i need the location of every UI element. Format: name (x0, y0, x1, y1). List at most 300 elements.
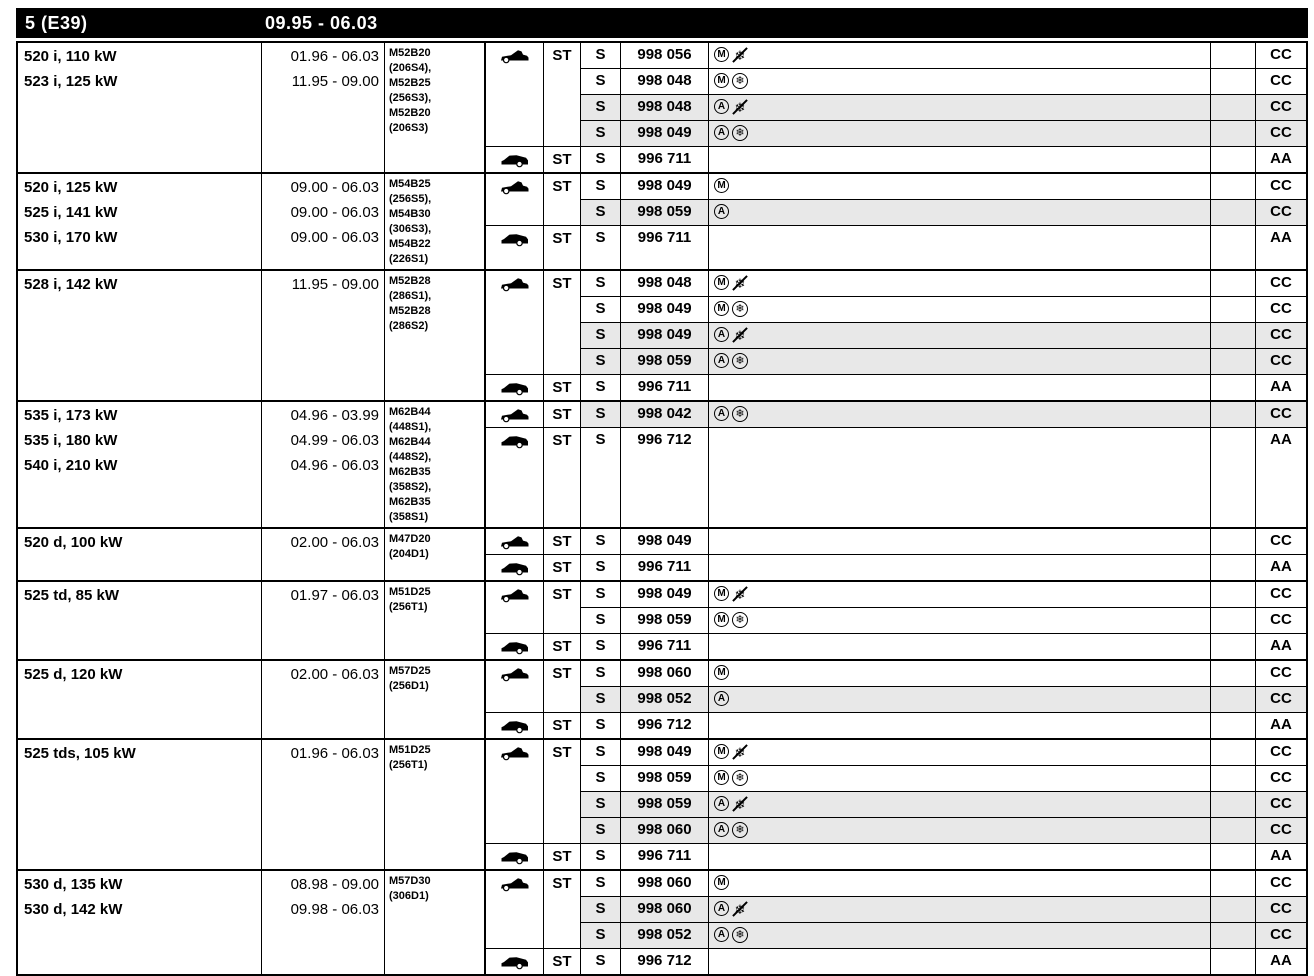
part-row (581, 322, 1306, 348)
s-cell: S (581, 428, 621, 527)
part-rows (581, 271, 1306, 374)
car-front-icon (500, 49, 530, 64)
grade-cell: AA (1270, 952, 1292, 969)
spacer-cell (1211, 349, 1256, 374)
symbols-cell (709, 200, 1211, 225)
part-number: 996 711 (621, 634, 709, 659)
engine-code: (256S3), (389, 92, 432, 104)
automatic-transmission-icon: A (714, 353, 729, 368)
part-rows (581, 949, 1306, 974)
parts-area (486, 661, 1306, 738)
part-row (581, 68, 1306, 94)
manual-transmission-icon: M (714, 744, 729, 759)
s-cell: S (581, 949, 621, 974)
spacer-cell (1211, 271, 1256, 296)
model-name: 535 i, 180 kW (24, 432, 118, 449)
engine-code: (206S3) (389, 122, 429, 134)
part-row (581, 555, 1306, 580)
st-cell: ST (544, 226, 581, 269)
grade-cell: CC (1270, 874, 1292, 891)
part-row (581, 686, 1306, 712)
model-date-range: 11.95 - 09.00 (291, 73, 379, 90)
symbols-cell (709, 897, 1211, 922)
model-date-range: 08.98 - 09.00 (290, 876, 379, 893)
part-row (581, 896, 1306, 922)
engine-code: M62B44 (389, 406, 431, 418)
spacer-cell (1211, 897, 1256, 922)
part-row (581, 199, 1306, 225)
grade-cell: CC (1270, 177, 1292, 194)
part-number: 998 048 (621, 69, 709, 94)
car-front-icon (500, 408, 530, 423)
part-number: 998 060 (621, 871, 709, 896)
series-header-bar (16, 8, 1308, 38)
symbols-cell (709, 428, 1211, 527)
part-number: 998 059 (621, 608, 709, 633)
grade-cell: CC (1270, 405, 1292, 422)
part-row (581, 871, 1306, 896)
engine-code: M62B35 (389, 466, 431, 478)
manual-transmission-icon: M (714, 47, 729, 62)
icon-cell (486, 844, 544, 869)
s-cell: S (581, 95, 621, 120)
vehicle-block (18, 661, 1306, 740)
car-rear-icon (500, 640, 530, 655)
symbols-cell (709, 740, 1211, 765)
no-air-conditioning-icon: ❄ (732, 796, 748, 812)
engine-code: M54B30 (389, 208, 431, 220)
engine-cell (385, 871, 486, 974)
grade-cell: AA (1270, 716, 1292, 733)
parts-area (486, 529, 1306, 580)
icon-cell (486, 582, 544, 633)
manual-transmission-icon: M (714, 178, 729, 193)
part-rows (581, 174, 1306, 225)
part-rows (581, 147, 1306, 172)
spacer-cell (1211, 69, 1256, 94)
vehicle-block (18, 174, 1306, 271)
st-cell: ST (544, 871, 581, 948)
symbols-cell (709, 174, 1211, 199)
grade-cell: CC (1270, 769, 1292, 786)
model-cell (18, 529, 262, 580)
model-name: 520 i, 110 kW (24, 48, 117, 65)
s-cell: S (581, 69, 621, 94)
grade-cell: AA (1270, 150, 1292, 167)
engine-code: (206S4), (389, 62, 432, 74)
symbols-cell (709, 375, 1211, 400)
engine-code: (286S1), (389, 290, 432, 302)
manual-transmission-icon: M (714, 275, 729, 290)
manual-transmission-icon: M (714, 875, 729, 890)
part-row (581, 765, 1306, 791)
engine-code: (358S2), (389, 481, 432, 493)
symbols-cell (709, 608, 1211, 633)
part-row (581, 607, 1306, 633)
model-name: 525 td, 85 kW (24, 587, 120, 604)
part-number: 996 711 (621, 147, 709, 172)
icon-cell (486, 147, 544, 172)
engine-cell (385, 43, 486, 172)
s-cell: S (581, 740, 621, 765)
model-name: 530 i, 170 kW (24, 229, 118, 246)
production-period: 09.95 - 06.03 (265, 12, 378, 33)
grade-cell: AA (1270, 847, 1292, 864)
automatic-transmission-icon: A (714, 406, 729, 421)
part-row (581, 428, 1306, 527)
part-number: 998 049 (621, 323, 709, 348)
car-rear-icon (500, 561, 530, 576)
date-cell (262, 529, 385, 580)
s-cell: S (581, 323, 621, 348)
air-conditioning-icon: ❄ (732, 301, 748, 317)
engine-cell (385, 661, 486, 738)
air-conditioning-icon: ❄ (732, 612, 748, 628)
part-rows (581, 402, 1306, 427)
model-date-range: 02.00 - 06.03 (290, 666, 379, 683)
symbols-cell (709, 121, 1211, 146)
model-date-range: 04.96 - 03.99 (290, 407, 379, 424)
date-cell (262, 271, 385, 400)
st-cell: ST (544, 949, 581, 974)
st-cell: ST (544, 713, 581, 738)
part-rows (581, 740, 1306, 843)
engine-code: (448S1), (389, 421, 432, 433)
vehicle-block (18, 529, 1306, 582)
st-cell: ST (544, 529, 581, 554)
car-front-icon (500, 877, 530, 892)
part-row (581, 529, 1306, 554)
s-cell: S (581, 713, 621, 738)
model-cell (18, 871, 262, 974)
symbols-cell (709, 923, 1211, 948)
grade-cell: CC (1270, 274, 1292, 291)
no-air-conditioning-icon: ❄ (732, 275, 748, 291)
part-number: 998 052 (621, 687, 709, 712)
symbols-cell (709, 349, 1211, 374)
symbols-cell (709, 271, 1211, 296)
symbols-cell (709, 844, 1211, 869)
st-cell: ST (544, 147, 581, 172)
manual-transmission-icon: M (714, 586, 729, 601)
car-rear-icon (500, 850, 530, 865)
model-date-range: 04.99 - 06.03 (290, 432, 379, 449)
symbols-cell (709, 69, 1211, 94)
part-row (581, 582, 1306, 607)
rear-wiper-group (486, 146, 1306, 172)
front-wiper-group (486, 661, 1306, 712)
symbols-cell (709, 766, 1211, 791)
grade-cell: CC (1270, 690, 1292, 707)
grade-cell: AA (1270, 378, 1292, 395)
grade-cell: CC (1270, 124, 1292, 141)
s-cell: S (581, 555, 621, 580)
automatic-transmission-icon: A (714, 927, 729, 942)
part-row (581, 740, 1306, 765)
part-number: 998 042 (621, 402, 709, 427)
car-rear-icon (500, 232, 530, 247)
model-date-range: 11.95 - 09.00 (291, 276, 379, 293)
grade-cell: CC (1270, 585, 1292, 602)
automatic-transmission-icon: A (714, 822, 729, 837)
no-air-conditioning-icon: ❄ (732, 327, 748, 343)
vehicle-block (18, 43, 1306, 174)
s-cell: S (581, 402, 621, 427)
vehicle-block (18, 740, 1306, 871)
s-cell: S (581, 529, 621, 554)
manual-transmission-icon: M (714, 612, 729, 627)
model-date-range: 09.00 - 06.03 (290, 229, 379, 246)
parts-area (486, 174, 1306, 269)
spacer-cell (1211, 297, 1256, 322)
spacer-cell (1211, 95, 1256, 120)
st-cell: ST (544, 555, 581, 580)
icon-cell (486, 402, 544, 427)
symbols-cell (709, 582, 1211, 607)
no-air-conditioning-icon: ❄ (732, 744, 748, 760)
date-cell (262, 43, 385, 172)
symbols-cell (709, 687, 1211, 712)
manual-transmission-icon: M (714, 770, 729, 785)
model-name: 520 d, 100 kW (24, 534, 123, 551)
spacer-cell (1211, 687, 1256, 712)
part-rows (581, 529, 1306, 554)
car-rear-icon (500, 955, 530, 970)
air-conditioning-icon: ❄ (732, 927, 748, 943)
catalog-table (16, 41, 1308, 976)
s-cell: S (581, 844, 621, 869)
parts-area (486, 871, 1306, 974)
st-cell: ST (544, 661, 581, 712)
part-row (581, 634, 1306, 659)
st-cell: ST (544, 375, 581, 400)
model-cell (18, 740, 262, 869)
engine-cell (385, 271, 486, 400)
icon-cell (486, 529, 544, 554)
rear-wiper-group (486, 948, 1306, 974)
model-date-range: 09.98 - 06.03 (290, 901, 379, 918)
symbols-cell (709, 555, 1211, 580)
part-rows (581, 713, 1306, 738)
date-cell (262, 174, 385, 269)
part-number: 998 048 (621, 271, 709, 296)
part-number: 998 060 (621, 661, 709, 686)
car-front-icon (500, 667, 530, 682)
model-name: 523 i, 125 kW (24, 73, 118, 90)
part-row (581, 226, 1306, 269)
grade-cell: CC (1270, 611, 1292, 628)
icon-cell (486, 871, 544, 948)
car-front-icon (500, 277, 530, 292)
date-cell (262, 582, 385, 659)
part-rows (581, 43, 1306, 146)
spacer-cell (1211, 582, 1256, 607)
icon-cell (486, 661, 544, 712)
part-number: 996 712 (621, 713, 709, 738)
date-cell (262, 740, 385, 869)
symbols-cell (709, 871, 1211, 896)
model-cell (18, 661, 262, 738)
spacer-cell (1211, 766, 1256, 791)
part-number: 998 049 (621, 174, 709, 199)
part-rows (581, 661, 1306, 712)
front-wiper-group (486, 174, 1306, 225)
part-number: 998 049 (621, 582, 709, 607)
manual-transmission-icon: M (714, 301, 729, 316)
icon-cell (486, 43, 544, 146)
engine-code: (204D1) (389, 548, 429, 560)
icon-cell (486, 375, 544, 400)
spacer-cell (1211, 949, 1256, 974)
s-cell: S (581, 43, 621, 68)
engine-code: M54B22 (389, 238, 431, 250)
s-cell: S (581, 687, 621, 712)
engine-code: (256T1) (389, 759, 428, 771)
part-row (581, 174, 1306, 199)
spacer-cell (1211, 818, 1256, 843)
model-date-range: 01.96 - 06.03 (290, 48, 379, 65)
part-row (581, 713, 1306, 738)
symbols-cell (709, 402, 1211, 427)
part-number: 996 711 (621, 375, 709, 400)
part-row (581, 791, 1306, 817)
parts-area (486, 271, 1306, 400)
st-cell: ST (544, 174, 581, 225)
grade-cell: CC (1270, 821, 1292, 838)
model-cell (18, 582, 262, 659)
st-cell: ST (544, 428, 581, 527)
symbols-cell (709, 529, 1211, 554)
model-name: 525 i, 141 kW (24, 204, 118, 221)
engine-code: M52B28 (389, 305, 431, 317)
car-front-icon (500, 588, 530, 603)
symbols-cell (709, 226, 1211, 269)
spacer-cell (1211, 713, 1256, 738)
part-row (581, 402, 1306, 427)
engine-code: M52B20 (389, 107, 431, 119)
s-cell: S (581, 923, 621, 948)
part-row (581, 844, 1306, 869)
part-row (581, 120, 1306, 146)
automatic-transmission-icon: A (714, 204, 729, 219)
engine-code: (256T1) (389, 601, 428, 613)
part-number: 998 049 (621, 297, 709, 322)
engine-code: (358S1) (389, 511, 429, 523)
part-number: 996 712 (621, 428, 709, 527)
st-cell: ST (544, 740, 581, 843)
car-rear-icon (500, 153, 530, 168)
model-name: 525 tds, 105 kW (24, 745, 136, 762)
model-cell (18, 402, 262, 527)
engine-cell (385, 529, 486, 580)
s-cell: S (581, 661, 621, 686)
model-date-range: 01.97 - 06.03 (290, 587, 379, 604)
icon-cell (486, 555, 544, 580)
rear-wiper-group (486, 633, 1306, 659)
spacer-cell (1211, 226, 1256, 269)
front-wiper-group (486, 740, 1306, 843)
rear-wiper-group (486, 225, 1306, 269)
symbols-cell (709, 713, 1211, 738)
spacer-cell (1211, 608, 1256, 633)
model-name: 540 i, 210 kW (24, 457, 118, 474)
spacer-cell (1211, 402, 1256, 427)
spacer-cell (1211, 147, 1256, 172)
s-cell: S (581, 349, 621, 374)
s-cell: S (581, 608, 621, 633)
spacer-cell (1211, 200, 1256, 225)
engine-code: M57D25 (389, 665, 431, 677)
grade-cell: CC (1270, 900, 1292, 917)
air-conditioning-icon: ❄ (732, 770, 748, 786)
engine-code: M62B35 (389, 496, 431, 508)
engine-code: (286S2) (389, 320, 429, 332)
air-conditioning-icon: ❄ (732, 73, 748, 89)
model-name: 525 d, 120 kW (24, 666, 123, 683)
car-rear-icon (500, 719, 530, 734)
part-rows (581, 634, 1306, 659)
part-number: 998 059 (621, 200, 709, 225)
st-cell: ST (544, 402, 581, 427)
st-cell: ST (544, 634, 581, 659)
car-front-icon (500, 535, 530, 550)
part-row (581, 271, 1306, 296)
icon-cell (486, 428, 544, 527)
engine-code: M54B25 (389, 178, 431, 190)
automatic-transmission-icon: A (714, 901, 729, 916)
rear-wiper-group (486, 427, 1306, 527)
parts-area (486, 43, 1306, 172)
spacer-cell (1211, 375, 1256, 400)
no-air-conditioning-icon: ❄ (732, 901, 748, 917)
part-row (581, 922, 1306, 948)
icon-cell (486, 713, 544, 738)
spacer-cell (1211, 634, 1256, 659)
engine-code: M52B20 (389, 47, 431, 59)
grade-cell: CC (1270, 203, 1292, 220)
engine-code: (226S1) (389, 253, 429, 265)
model-cell (18, 271, 262, 400)
part-number: 998 049 (621, 121, 709, 146)
grade-cell: AA (1270, 229, 1292, 246)
symbols-cell (709, 43, 1211, 68)
air-conditioning-icon: ❄ (732, 353, 748, 369)
spacer-cell (1211, 174, 1256, 199)
engine-code: (256D1) (389, 680, 429, 692)
s-cell: S (581, 897, 621, 922)
spacer-cell (1211, 740, 1256, 765)
front-wiper-group (486, 529, 1306, 554)
parts-area (486, 402, 1306, 527)
s-cell: S (581, 375, 621, 400)
part-number: 996 711 (621, 555, 709, 580)
automatic-transmission-icon: A (714, 691, 729, 706)
model-date-range: 09.00 - 06.03 (290, 179, 379, 196)
engine-code: M51D25 (389, 586, 431, 598)
part-rows (581, 844, 1306, 869)
automatic-transmission-icon: A (714, 99, 729, 114)
manual-transmission-icon: M (714, 73, 729, 88)
grade-cell: CC (1270, 743, 1292, 760)
s-cell: S (581, 271, 621, 296)
spacer-cell (1211, 323, 1256, 348)
icon-cell (486, 634, 544, 659)
part-row (581, 147, 1306, 172)
rear-wiper-group (486, 374, 1306, 400)
rear-wiper-group (486, 554, 1306, 580)
date-cell (262, 402, 385, 527)
part-row (581, 817, 1306, 843)
